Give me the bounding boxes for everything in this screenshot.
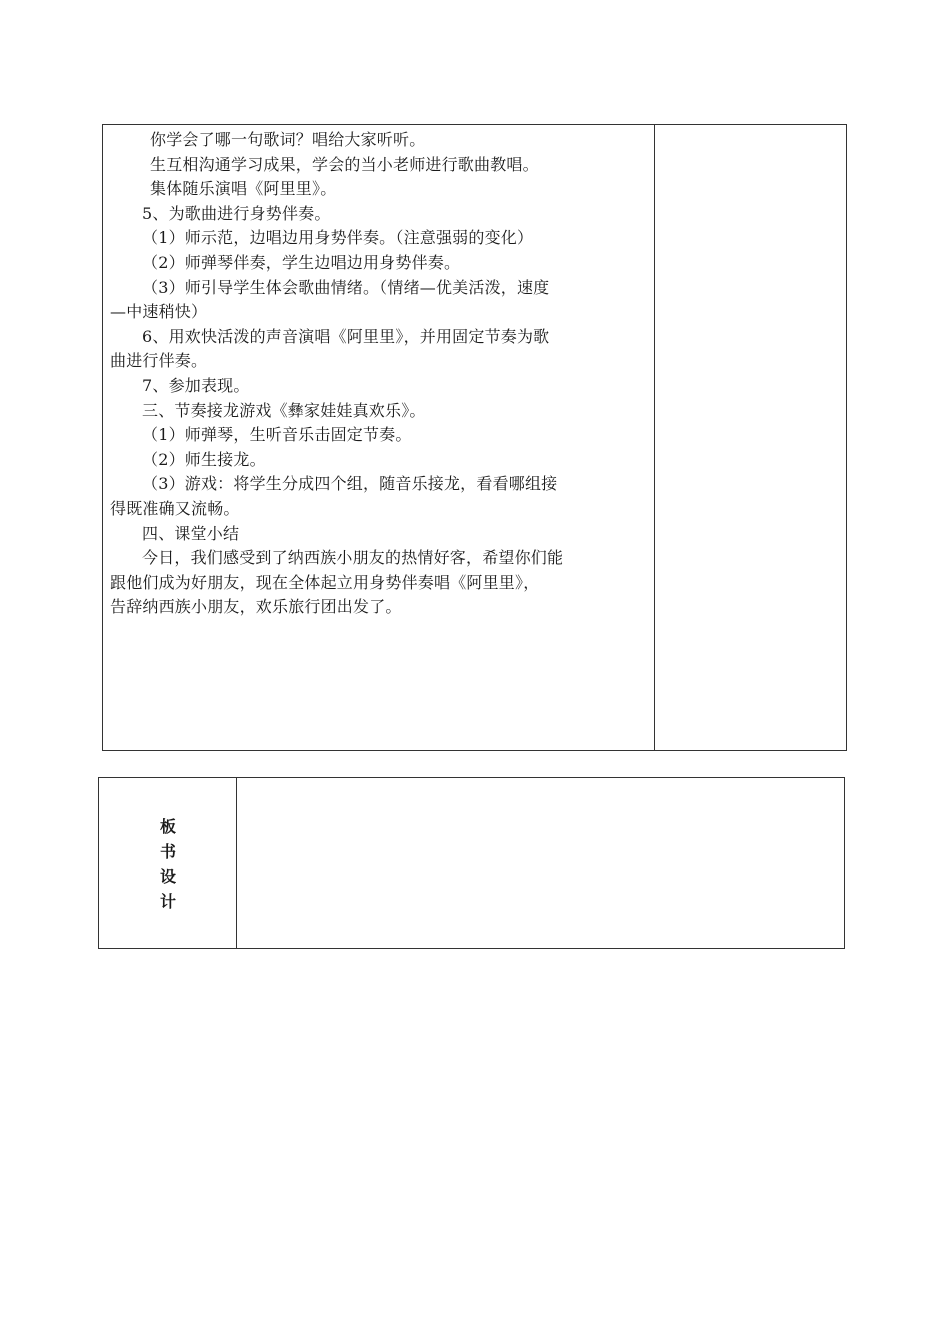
column-divider [236,778,237,948]
text-line: （2）师生接龙。 [142,449,266,469]
label-char: 板 [159,817,176,836]
text-line: 生互相沟通学习成果，学会的当小老师进行歌曲教唱。 [150,154,539,174]
text-line: 集体随乐演唱《阿里里》。 [150,179,337,199]
text-line: —中速稍快） [110,302,208,322]
text-line: （3）师引导学生体会歌曲情绪。（情绪—优美活泼，速度 [142,277,550,297]
text-line: 6、用欢快活泼的声音演唱《阿里里》，并用固定节奏为歌 [142,326,550,346]
label-char: 计 [159,892,176,911]
text-line: 你学会了哪一句歌词？唱给大家听听。 [150,130,426,149]
text-line: 三、节奏接龙游戏《彝家娃娃真欢乐》。 [142,400,426,420]
text-line: （3）游戏：将学生分成四个组，随音乐接龙，看看哪组接 [142,474,558,494]
text-line: 跟他们成为好朋友，现在全体起立用身势伴奏唱《阿里里》， [110,572,540,592]
text-line: 5、为歌曲进行身势伴奏。 [142,203,331,223]
text-line: 今日，我们感受到了纳西族小朋友的热情好客，希望你们能 [142,548,564,568]
text-line: （1）师示范，边唱边用身势伴奏。（注意强弱的变化） [142,228,534,248]
label-char: 书 [159,842,176,861]
text-line: 得既准确又流畅。 [110,498,240,518]
lesson-process-cell [110,128,645,620]
text-line: （1）师弹琴，生听音乐击固定节奏。 [142,425,412,445]
lesson-process-table [102,124,847,751]
text-line: 四、课堂小结 [142,523,240,543]
text-line: 7、参加表现。 [142,375,250,395]
column-divider [654,125,655,750]
board-design-table [98,777,845,949]
text-line: （2）师弹琴伴奏，学生边唱边用身势伴奏。 [142,252,461,272]
text-line: 告辞纳西族小朋友，欢乐旅行团出发了。 [110,597,402,617]
text-line: 曲进行伴奏。 [110,351,208,371]
board-design-label [99,778,236,948]
label-char: 设 [159,867,176,886]
